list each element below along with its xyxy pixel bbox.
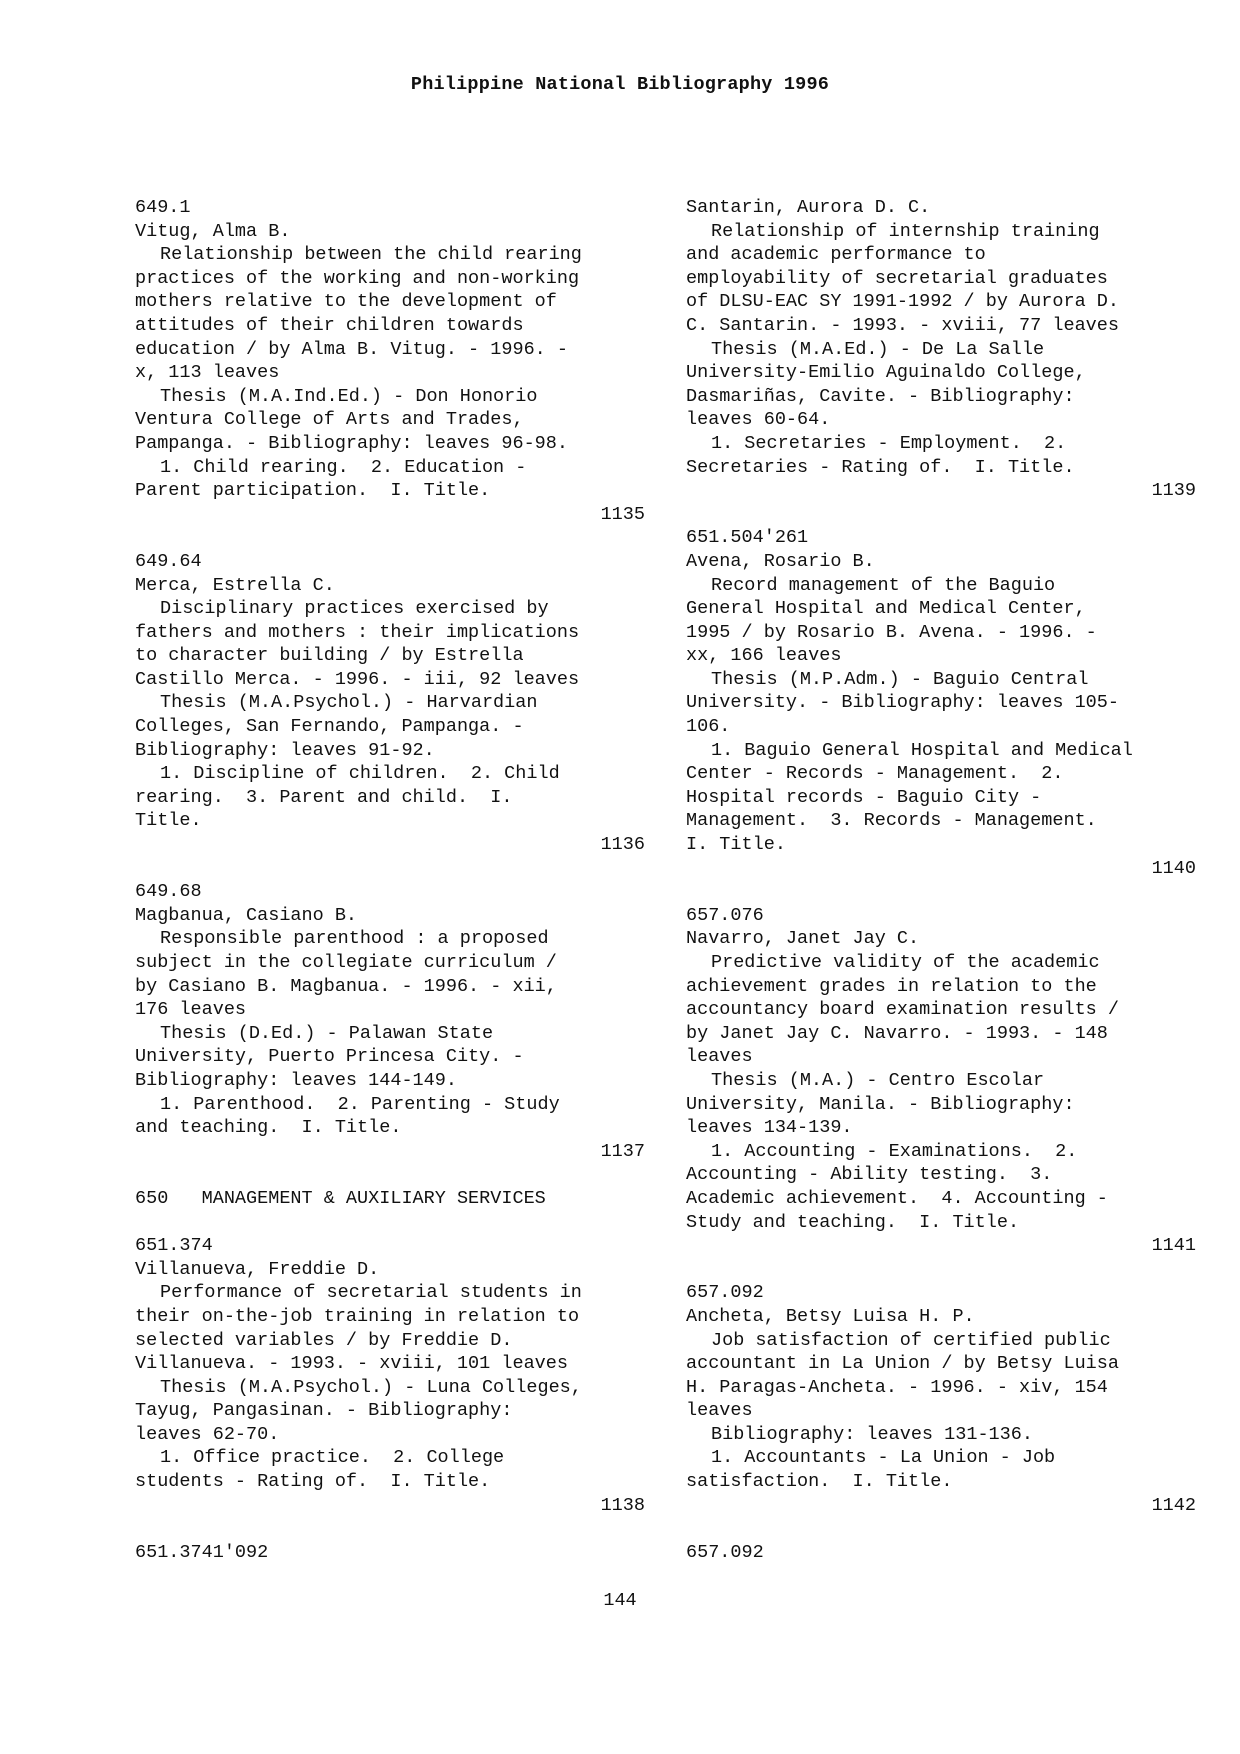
entry-line: Relationship between the child rearing — [160, 244, 582, 266]
entry-number: 1140 — [1151, 857, 1196, 879]
blank-line — [686, 880, 1196, 904]
entry-line: achievement grades in relation to the — [686, 975, 1097, 997]
entry-line: attitudes of their children towards — [135, 314, 524, 336]
entry-line: students - Rating of. I. Title. — [135, 1471, 491, 1493]
entry-line: Thesis (D.Ed.) - Palawan State — [160, 1022, 494, 1044]
entry-line: Navarro, Janet Jay C. — [686, 928, 920, 950]
entry-line: Thesis (M.A.Psychol.) - Luna Colleges, — [160, 1376, 582, 1398]
entry-line: leaves — [686, 1046, 753, 1068]
entry-line: Disciplinary practices exercised by — [160, 598, 549, 620]
entry-line: 651.3741'092 — [135, 1541, 269, 1563]
entry-line: practices of the working and non-working — [135, 267, 580, 289]
entry-line: Merca, Estrella C. — [135, 574, 335, 596]
entry-line: Center - Records - Management. 2. — [686, 763, 1064, 785]
entry-line: 649.64 — [135, 550, 202, 572]
entry-line: Management. 3. Records - Management. — [686, 810, 1097, 832]
entry-line: Thesis (M.P.Adm.) - Baguio Central — [711, 668, 1089, 690]
entry-line: Magbanua, Casiano B. — [135, 904, 358, 926]
entry-line: C. Santarin. - 1993. - xviii, 77 leaves — [686, 314, 1119, 336]
entry-line: 1. Parenthood. 2. Parenting - Study — [160, 1093, 560, 1115]
entry-line: Thesis (M.A.Psychol.) - Harvardian — [160, 692, 538, 714]
entry-line: H. Paragas-Ancheta. - 1996. - xiv, 154 — [686, 1376, 1108, 1398]
entry-line: 649.68 — [135, 881, 202, 903]
entry-line: University, Puerto Princesa City. - — [135, 1046, 524, 1068]
entry-line: 650 MANAGEMENT & AUXILIARY SERVICES — [135, 1187, 546, 1209]
entry-line: 106. — [686, 716, 731, 738]
entry-number: 1135 — [600, 503, 645, 525]
entry-line: 649.1 — [135, 197, 191, 218]
entry-line: Ancheta, Betsy Luisa H. P. — [686, 1305, 975, 1327]
entry-line: 657.092 — [686, 1282, 764, 1304]
entry-line: Avena, Rosario B. — [686, 550, 875, 572]
entry-line: 1995 / by Rosario B. Avena. - 1996. - — [686, 621, 1097, 643]
entry-line: Academic achievement. 4. Accounting - — [686, 1187, 1108, 1209]
entry-line: fathers and mothers : their implications — [135, 621, 580, 643]
entry-number: 1141 — [1151, 1235, 1196, 1257]
entry-line: Colleges, San Fernando, Pampanga. - — [135, 716, 524, 738]
entry-line: Performance of secretarial students in — [160, 1282, 582, 1304]
entry-line: their on-the-job training in relation to — [135, 1305, 580, 1327]
entry-line: Hospital records - Baguio City - — [686, 786, 1042, 808]
entry-line: University. - Bibliography: leaves 105- — [686, 692, 1119, 714]
entry-line: accountancy board examination results / — [686, 999, 1119, 1021]
entry-line: leaves — [686, 1400, 753, 1422]
entry-line: and academic performance to — [686, 244, 986, 266]
entry-number: 1136 — [600, 834, 645, 856]
entry-line: mothers relative to the development of — [135, 291, 557, 313]
blank-line — [135, 526, 645, 550]
entry-line: General Hospital and Medical Center, — [686, 598, 1086, 620]
entry-line: by Casiano B. Magbanua. - 1996. - xii, — [135, 975, 557, 997]
entry-line: x, 113 leaves — [135, 362, 280, 384]
blank-line — [135, 1163, 645, 1187]
entry-line: Predictive validity of the academic — [711, 952, 1100, 973]
entry-line: subject in the collegiate curriculum / — [135, 952, 557, 973]
entry-number: 1138 — [600, 1494, 645, 1516]
entry-number: 1137 — [600, 1140, 645, 1162]
blank-line — [686, 503, 1196, 527]
entry-line: by Janet Jay C. Navarro. - 1993. - 148 — [686, 1022, 1108, 1044]
entry-line: 1. Child rearing. 2. Education - — [160, 456, 527, 478]
entry-line: leaves 134-139. — [686, 1117, 853, 1139]
entry-line: Ventura College of Arts and Trades, — [135, 409, 524, 431]
entry-line: Accounting - Ability testing. 3. — [686, 1164, 1053, 1186]
entry-line: I. Title. — [686, 834, 786, 856]
entry-line: Villanueva. - 1993. - xviii, 101 leaves — [135, 1353, 568, 1375]
entry-line: rearing. 3. Parent and child. I. — [135, 786, 513, 808]
entry-line: to character building / by Estrella — [135, 645, 524, 667]
entry-line: leaves 62-70. — [135, 1423, 280, 1445]
entry-line: Study and teaching. I. Title. — [686, 1211, 1020, 1233]
entry-line: 1. Discipline of children. 2. Child — [160, 763, 560, 785]
entry-line: Pampanga. - Bibliography: leaves 96-98. — [135, 432, 568, 454]
entry-line: Thesis (M.A.) - Centro Escolar — [711, 1069, 1045, 1091]
entry-line: Secretaries - Rating of. I. Title. — [686, 456, 1075, 478]
entry-line: Record management of the Baguio — [711, 574, 1056, 596]
entry-line: Bibliography: leaves 91-92. — [135, 739, 435, 761]
entry-line: Santarin, Aurora D. C. — [686, 197, 931, 218]
page-number: 144 — [603, 1590, 637, 1611]
right-column — [686, 196, 1196, 1564]
entry-number: 1142 — [1151, 1494, 1196, 1516]
entry-line: 1. Secretaries - Employment. 2. — [711, 432, 1067, 454]
entry-line: Job satisfaction of certified public — [711, 1329, 1111, 1351]
entry-line: Vitug, Alma B. — [135, 220, 291, 242]
blank-line — [686, 1517, 1196, 1541]
entry-line: Bibliography: leaves 144-149. — [135, 1069, 457, 1091]
entry-line: Relationship of internship training — [711, 220, 1100, 242]
entry-line: Villanueva, Freddie D. — [135, 1258, 380, 1280]
entry-line: Tayug, Pangasinan. - Bibliography: — [135, 1400, 513, 1422]
entry-line: Thesis (M.A.Ed.) - De La Salle — [711, 338, 1045, 360]
entry-line: 651.504'261 — [686, 527, 809, 549]
entry-line: Castillo Merca. - 1996. - iii, 92 leaves — [135, 668, 580, 690]
entry-line: of DLSU-EAC SY 1991-1992 / by Aurora D. — [686, 291, 1119, 313]
entry-line: 1. Baguio General Hospital and Medical — [711, 739, 1133, 761]
entry-line: University-Emilio Aguinaldo College, — [686, 362, 1086, 384]
entry-number: 1139 — [1151, 480, 1196, 502]
entry-line: 657.076 — [686, 904, 764, 926]
page-title: Philippine National Bibliography 1996 — [410, 74, 830, 95]
entry-line: Title. — [135, 810, 202, 832]
entry-line: education / by Alma B. Vitug. - 1996. - — [135, 338, 568, 360]
entry-line: xx, 166 leaves — [686, 645, 842, 667]
entry-line: leaves 60-64. — [686, 409, 831, 431]
entry-line: Dasmariñas, Cavite. - Bibliography: — [686, 385, 1075, 407]
entry-line: satisfaction. I. Title. — [686, 1471, 953, 1493]
entry-line: 1. Office practice. 2. College — [160, 1447, 505, 1469]
entry-line: accountant in La Union / by Betsy Luisa — [686, 1353, 1119, 1375]
blank-line — [686, 1258, 1196, 1282]
entry-line: employability of secretarial graduates — [686, 267, 1108, 289]
blank-line — [135, 1517, 645, 1541]
entry-line: and teaching. I. Title. — [135, 1117, 402, 1139]
left-column — [135, 196, 645, 1564]
entry-line: Thesis (M.A.Ind.Ed.) - Don Honorio — [160, 385, 538, 407]
blank-line — [135, 1211, 645, 1235]
entry-line: 1. Accounting - Examinations. 2. — [711, 1140, 1078, 1162]
entry-line: Bibliography: leaves 131-136. — [711, 1423, 1033, 1445]
entry-line: Parent participation. I. Title. — [135, 480, 491, 502]
entry-line: 651.374 — [135, 1235, 213, 1257]
blank-line — [135, 857, 645, 881]
entry-line: University, Manila. - Bibliography: — [686, 1093, 1075, 1115]
entry-line: 1. Accountants - La Union - Job — [711, 1447, 1056, 1469]
entry-line: 657.092 — [686, 1541, 764, 1563]
entry-line: selected variables / by Freddie D. — [135, 1329, 513, 1351]
entry-line: Responsible parenthood : a proposed — [160, 928, 549, 950]
entry-line: 176 leaves — [135, 999, 247, 1021]
